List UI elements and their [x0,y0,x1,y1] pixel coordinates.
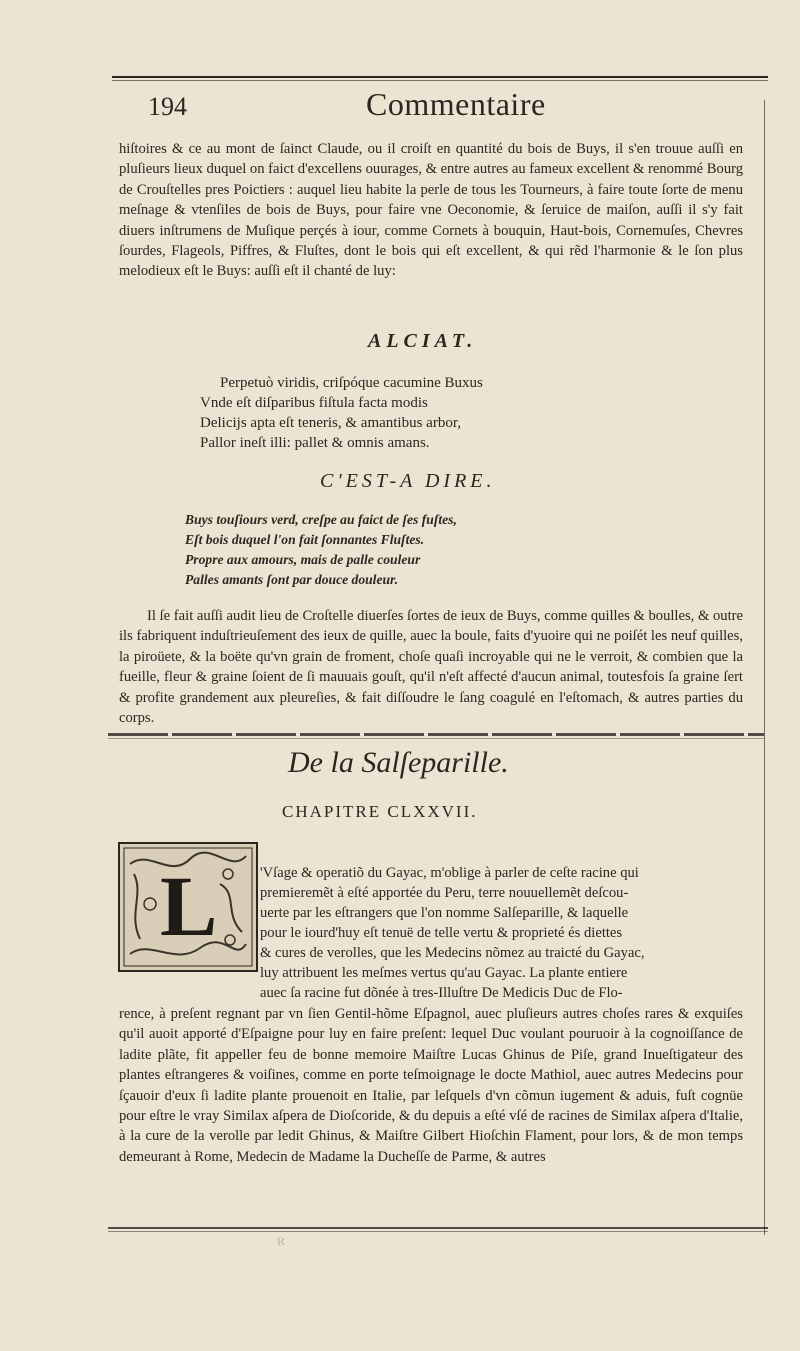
french-verse-line: Palles amants ſont par douce douleur. [185,572,398,587]
latin-verse-line: Delicijs apta eſt teneris, & amantibus arbor, [200,415,461,431]
paragraph-3-line: uerte par les eſtrangers que l'on nomme Salſeparille, & laquelle [260,905,629,921]
paragraph-3-line: premieremẽt à eſté apportée du Peru, terre nouuellemẽt deſcou- [260,885,629,901]
paragraph-1 [119,139,743,282]
running-head: Commentaire [366,86,546,122]
paragraph-3-line: & cures de verolles, que les Medecins nõmez au traicté du Gayac, [260,945,645,961]
paragraph-3-line: 'Vſage & operatiõ du Gayac, m'oblige à parler de ceſte racine qui [260,865,639,881]
translation-heading: C'EST-A DIRE. [320,470,496,492]
section-separator-thin [108,738,764,739]
bottom-rule-thin [108,1231,768,1232]
signature-mark: R [277,1234,286,1248]
right-frame-line [764,100,765,1235]
decorated-initial [118,842,258,972]
paragraph-1-text: hiſtoires & ce au mont de ſainct Claude, ou il croiſt en quantité du bois de Buys, il s'en trouue auſſi en pluſieurs lieux duquel on faict d'excellens ouurages, & entre autres au fameux excellent & renommé Bourg de Crouſtelles pres Poictiers : auquel lieu habite la perle de tous les Tourneurs, à faire toute ſorte de menu meſnage & vtenſiles de bois de Buys, pour faire vne Oeconomie, & ſeruice de maiſon, auſſi il s'y fait diuers inſtrumens de Muſique perçés à iour, comme Cornets à bouquin, Haut-bois, Cornemuſes, Chevres ſourdes, Flageols, Piffres, & Fluſtes, dont le bois qui eſt excellent, & qui rẽd l'harmonie & le ſon plus melodieux eſt le Buys: auſſi eſt il chanté de luy: [119,141,744,280]
paragraph-3-rest-text: rence, à preſent regnant par vn ſien Gentil-hõme Eſpagnol, auec pluſieurs autres choſes rares & exquiſes qu'il auoit apporté d'Eſpaigne pour luy en faire preſent: lequel Duc voulant pouruoir à la cognoiſſance de ladite plãte, fit appeller feu de bonne memoire Maiſtre Lucas Ghinus de Piſe, grand Inueſtigateur des plantes eſtrangeres & voiſines, comme en porte teſmoignage le docte Mathiol, auec autres Medecins pour ſçauoir d'eux ſi ladite plante prouenoit en Italie, par leſquels d'vn cõmun iugement & aduis, fuſt cognüe pour eſtre le vray Similax aſpera de Dioſcoride, & du depuis a eſté vſé de racines de Similax aſpera d'Italie, à la cure de la verolle par ledit Ghinus, & Maiſtre Gilbert Hioſchin Flament, pour lors, & de mon temps demeurant à Rome, Medecin de Madame la Ducheſſe de Parme, & autres [119,1006,743,1165]
bottom-rule [108,1227,768,1229]
initial-letter: L [160,858,218,954]
paragraph-2 [119,606,743,728]
latin-verse-line: Vnde eſt diſparibus fiſtula facta modis [200,395,428,411]
french-verse-line: Eſt bois duquel l'on fait ſonnantes Fluſtes. [185,532,425,547]
chapter-heading: CHAPITRE CLXXVII. [282,802,478,821]
top-rule-thin [112,80,768,81]
top-rule [112,76,768,78]
paragraph-3-line: pour le iourd'huy eſt tenuë de telle vertu & proprieté és diettes [260,925,623,941]
paragraph-2-text: Il ſe fait auſſi audit lieu de Croſtelle diuerſes ſortes de ieux de Buys, comme quilles & boulles, & outre ils fabriquent induſtrieuſement des ieux de quille, auec la boule, faits d'yuoire qui ne poiſét les neuf quilles, la piroüete, & la boëte qu'vn grain de froment, choſe quaſi incroyable qui ne le verroit, & combien que la fueille, fleur & graine ſoient de ſi mauuais gouſt, qu'il n'eſt affecté d'aucun animal, toutesfois ſa graine ſert & profite grandement aux pleureſies, & fait diſſoudre le ſang coagulé en l'eſtomach, & autres parties du corps. [119,608,743,727]
latin-verse-line: Pallor ineſt illi: pallet & omnis amans. [200,435,430,451]
section-title: De la Salſeparille. [288,746,509,779]
paragraph-3-line: luy attribuent les meſmes vertus qu'au Gayac. La plante entiere [260,965,628,981]
page-number: 194 [148,92,187,121]
paragraph-3-rest [119,1004,743,1167]
latin-verse-line: Perpetuò viridis, criſpóque cacumine Buxus [220,375,483,391]
alciat-heading: ALCIAT. [368,330,478,352]
section-separator [108,733,764,736]
french-verse-line: Buys touſiours verd, creſpe au faict de ſes fuſtes, [185,512,457,527]
french-verse-line: Propre aux amours, mais de palle couleur [185,552,421,567]
paragraph-3-line: auec ſa racine fut dõnée à tres-Illuſtre De Medicis Duc de Flo- [260,985,623,1001]
